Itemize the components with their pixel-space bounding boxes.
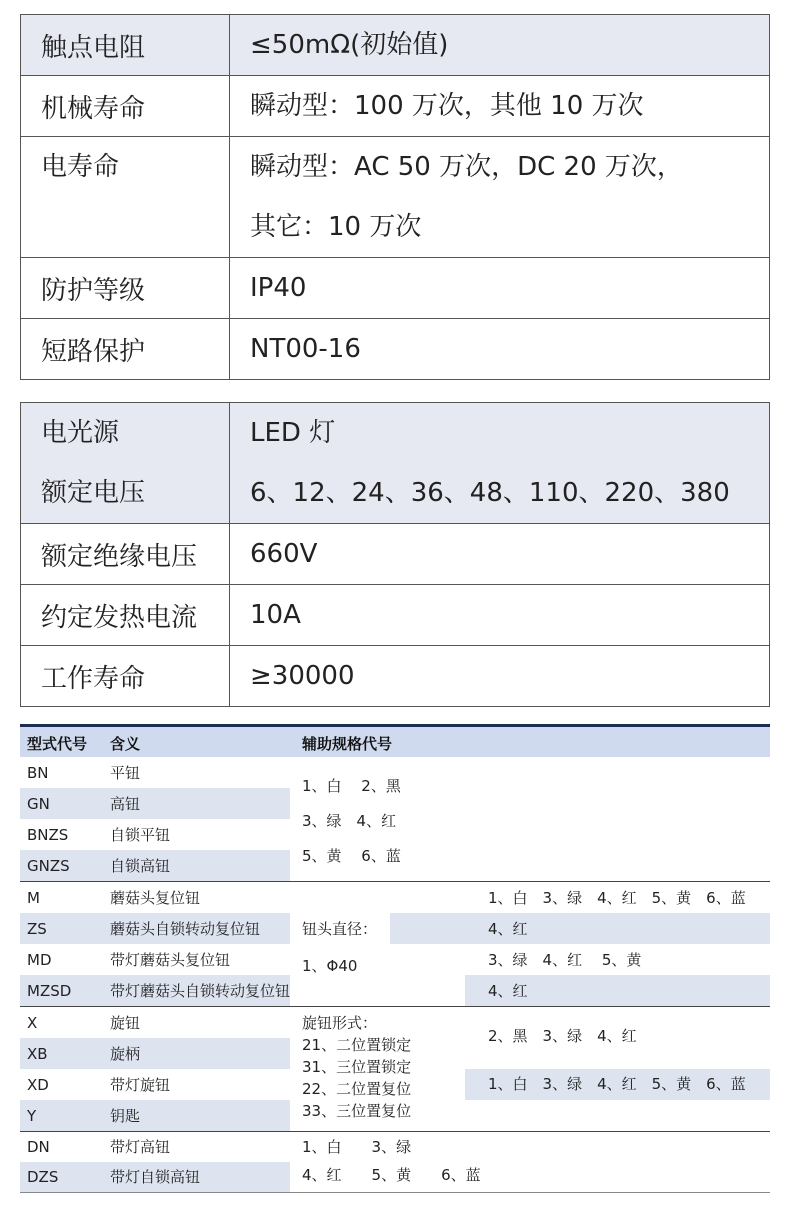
spec-value: 10A [230,585,770,646]
table-row [20,1162,770,1193]
header-meaning: 含义 [110,735,141,753]
meaning-cell: 蘑菇头复位钮 [110,889,201,907]
code-cell: XB [27,1045,48,1063]
color-option: 4、红 5、黄 6、蓝 [302,1166,481,1184]
spec-value: LED 灯 6、12、24、36、48、110、220、380 [230,403,770,524]
meaning-cell: 带灯自锁高钮 [110,1168,201,1186]
knob-form-option: 33、三位置复位 [302,1102,412,1120]
model-code-table [20,724,770,1192]
spec-key: 电寿命 [21,137,230,258]
spec-row [21,258,770,319]
meaning-cell: 旋柄 [110,1045,141,1063]
color-option: 4、红 [488,920,528,938]
head-diameter-value: 1、Φ40 [302,957,358,975]
spec-key: 电光源 额定电压 [21,403,230,524]
spec-row [21,646,770,707]
code-cell: M [27,889,40,907]
color-option: 3、绿 4、红 [302,812,397,830]
meaning-cell: 自锁平钮 [110,826,171,844]
meaning-cell: 高钮 [110,795,141,813]
code-cell: MD [27,951,52,969]
meaning-cell: 带灯蘑菇头复位钮 [110,951,231,969]
color-option: 1、白 2、黑 [302,777,401,795]
color-option: 5、黄 6、蓝 [302,847,401,865]
spec-value: ≥30000 [230,646,770,707]
code-cell: GN [27,795,50,813]
header-code: 型式代号 [27,735,88,753]
code-cell: MZSD [27,982,72,1000]
knob-form-option: 31、三位置锁定 [302,1058,412,1076]
knob-form-option: 22、二位置复位 [302,1080,412,1098]
code-cell: Y [27,1107,37,1125]
spec-row [21,76,770,137]
spec-value: 瞬动型：AC 50 万次，DC 20 万次， 其它：10 万次 [230,137,770,258]
table-row [20,882,770,913]
spec-key: 防护等级 [21,258,230,319]
meaning-cell: 带灯旋钮 [110,1076,171,1094]
color-option: 3、绿 4、红 5、黄 [488,951,642,969]
head-diameter-label: 钮头直径： [302,920,378,938]
knob-form-label: 旋钮形式： [302,1014,378,1032]
table-row [20,1007,770,1038]
meaning-cell: 旋钮 [110,1014,141,1032]
spec-value: NT00-16 [230,319,770,380]
spec-key: 额定绝缘电压 [21,524,230,585]
code-cell: ZS [27,920,47,938]
meaning-cell: 自锁高钮 [110,857,171,875]
spec-row [21,585,770,646]
header-aux-spec: 辅助规格代号 [302,735,393,753]
spec-row [21,319,770,380]
code-cell: GNZS [27,857,70,875]
spec-key: 短路保护 [21,319,230,380]
spec-key: 约定发热电流 [21,585,230,646]
spec-key: 触点电阻 [21,15,230,76]
table-row [20,1132,770,1163]
spec-row [21,524,770,585]
spec-row [21,15,770,76]
code-cell: BNZS [27,826,69,844]
meaning-cell: 平钮 [110,764,141,782]
meaning-cell: 钥匙 [110,1107,141,1125]
color-option: 2、黑 3、绿 4、红 [488,1027,637,1045]
color-option: 1、白 3、绿 [302,1138,412,1156]
color-option: 1、白 3、绿 4、红 5、黄 6、蓝 [488,889,746,907]
meaning-cell: 蘑菇头自锁转动复位钮 [110,920,261,938]
color-option: 4、红 [488,982,528,1000]
color-option: 1、白 3、绿 4、红 5、黄 6、蓝 [488,1075,746,1093]
table-row [20,850,290,881]
electrical-spec-table [20,402,770,707]
code-cell: DZS [27,1168,59,1186]
table-row [20,788,290,819]
spec-key: 机械寿命 [21,76,230,137]
spec-key: 工作寿命 [21,646,230,707]
spec-value: IP40 [230,258,770,319]
code-cell: X [27,1014,38,1032]
table-row [20,975,770,1006]
code-table-header [20,724,770,757]
table-row [20,944,770,975]
meaning-cell: 带灯高钮 [110,1138,171,1156]
code-cell: XD [27,1076,49,1094]
spec-row [21,137,770,258]
contact-spec-table [20,14,770,380]
code-cell: DN [27,1138,50,1156]
meaning-cell: 带灯蘑菇头自锁转动复位钮 [110,982,291,1000]
spec-value: 660V [230,524,770,585]
table-row [20,913,770,944]
spec-value: 瞬动型：100 万次，其他 10 万次 [230,76,770,137]
knob-form-option: 21、二位置锁定 [302,1036,412,1054]
spec-value: ≤50mΩ(初始值) [230,15,770,76]
code-cell: BN [27,764,49,782]
table-bottom-border [20,1192,770,1193]
spec-row [21,403,770,524]
